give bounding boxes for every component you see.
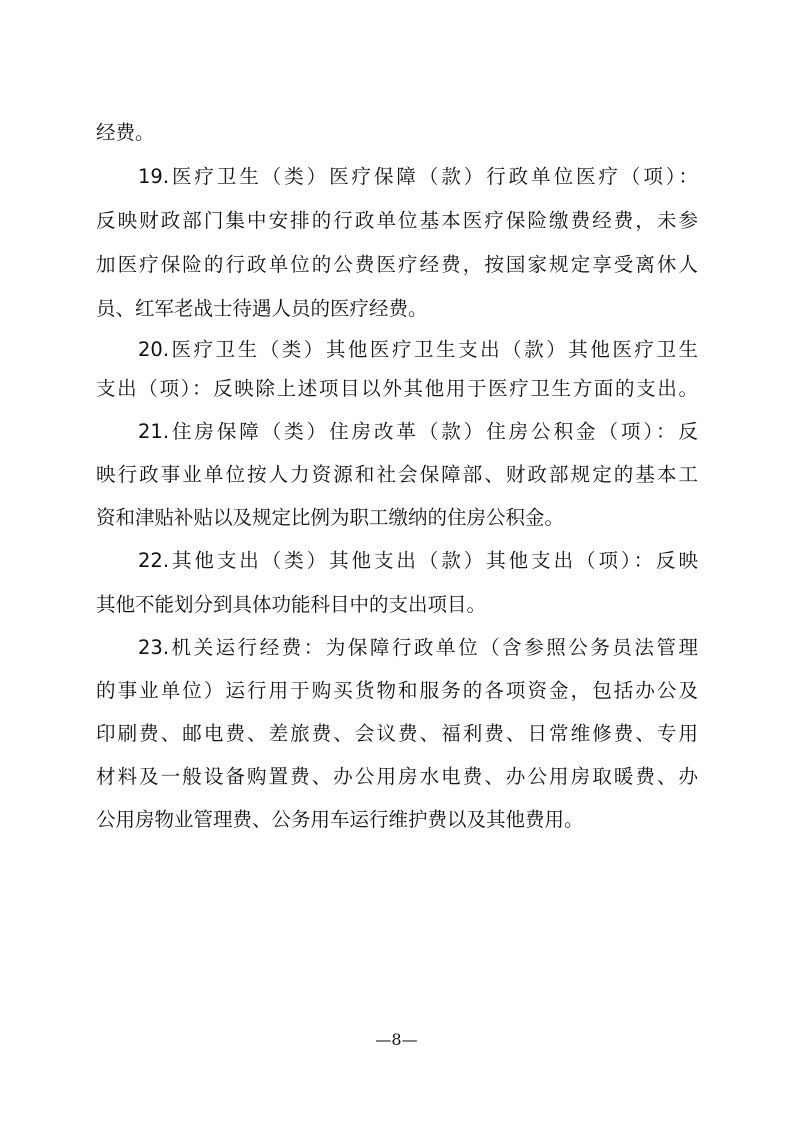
text-line: 20.医疗卫生（类）其他医疗卫生支出（款）其他医疗卫生 bbox=[138, 338, 698, 361]
text-line: 经费。 bbox=[96, 121, 155, 144]
text-line: 资和津贴补贴以及规定比例为职工缴纳的住房公积金。 bbox=[96, 506, 565, 529]
text-line: 21.住房保障（类）住房改革（款）住房公积金（项）：反 bbox=[138, 420, 698, 443]
text-line: 反映财政部门集中安排的行政单位基本医疗保险缴费经费，未参 bbox=[96, 209, 698, 232]
text-line: 其他不能划分到具体功能科目中的支出项目。 bbox=[96, 593, 487, 616]
text-line: 材料及一般设备购置费、办公用房水电费、办公用房取暖费、办 bbox=[96, 765, 698, 788]
text-line: 22.其他支出（类）其他支出（款）其他支出（项）：反映 bbox=[138, 549, 698, 572]
text-line: 印刷费、邮电费、差旅费、会议费、福利费、日常维修费、专用 bbox=[96, 722, 698, 745]
text-line: 公用房物业管理费、公务用车运行维护费以及其他费用。 bbox=[96, 808, 584, 831]
text-line: 加医疗保险的行政单位的公费医疗经费，按国家规定享受离休人 bbox=[96, 253, 698, 276]
text-line: 23.机关运行经费：为保障行政单位（含参照公务员法管理 bbox=[138, 636, 698, 659]
text-line: 支出（项）：反映除上述项目以外其他用于医疗卫生方面的支出。 bbox=[96, 377, 698, 400]
text-line: 19.医疗卫生（类）医疗保障（款）行政单位医疗（项）： bbox=[138, 165, 698, 188]
page-number: —8— bbox=[375, 1030, 418, 1049]
text-line: 映行政事业单位按人力资源和社会保障部、财政部规定的基本工 bbox=[96, 463, 698, 486]
text-line: 员、红军老战士待遇人员的医疗经费。 bbox=[96, 297, 428, 320]
text-line: 的事业单位）运行用于购买货物和服务的各项资金，包括办公及 bbox=[96, 679, 698, 702]
